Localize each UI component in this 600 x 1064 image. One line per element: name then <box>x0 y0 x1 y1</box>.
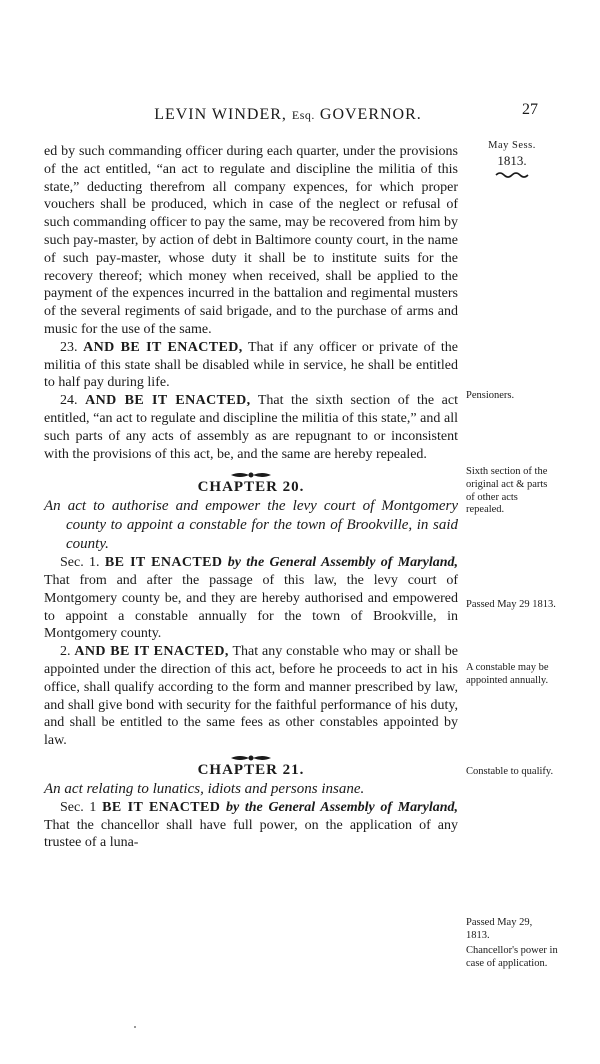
enacting-clause: AND BE IT ENACTED, <box>85 393 251 409</box>
ornament-icon <box>229 754 273 762</box>
chapter-21-act-title: An act relating to lunatics, idiots and persons insane. <box>44 780 365 797</box>
section-number: Sec. 1. <box>60 555 100 571</box>
section-body: That if any officer or private of the militia of this state shall be disabled while in service, he shall be entitled to half pay during life. <box>44 339 458 391</box>
ornament-icon <box>229 471 273 479</box>
enacting-authority: by the General Assembly of Maryland, <box>227 555 459 571</box>
section-number: Sec. 1 <box>60 799 97 815</box>
chapter-20-section-2 <box>44 643 458 750</box>
section-body: That the chancellor shall have full power, on the application of any trustee of a luna- <box>44 817 458 851</box>
enacting-clause: AND BE IT ENACTED, <box>83 339 243 355</box>
enacting-clause: BE IT ENACTED <box>102 799 221 815</box>
margin-note-session <box>466 140 558 179</box>
section-body: That any constable who may or shall be appointed under the direction of this act, before he proceeds to act in his office, shall qualify according to the form and manner prescribed by law, and shall give bond with security for the faithful performance of his duty, and shall be entitled to the same fees as other constables appointed by law. <box>44 644 459 749</box>
chapter-20-section-1 <box>44 554 458 643</box>
margin-note-year: 1813. <box>497 152 527 168</box>
margin-note-passed-ch20: Passed May 29 1813. <box>466 599 556 610</box>
flourish-icon <box>495 171 529 179</box>
page-number: 27 <box>522 101 538 118</box>
paper-speck <box>134 1026 136 1028</box>
margin-note-sixth-section: Sixth section of the original act & parts of other acts repealed. <box>466 466 548 516</box>
main-text-column <box>44 143 458 852</box>
margin-note-passed-ch21: Passed May 29, 1813. <box>466 917 533 941</box>
section-number: 23. <box>60 339 78 355</box>
enacting-clause: AND BE IT ENACTED, <box>74 644 229 660</box>
margin-note-constable-qualify: Constable to qualify. <box>466 766 554 777</box>
section-number: 2. <box>60 644 71 660</box>
section-body: That from and after the passage of this law, the levy court of Montgomery county be, and they are hereby authorised and empowered to appoint a constable annually for the town of Brookville, in Montgomery county. <box>44 572 458 642</box>
chapter-21-title: CHAPTER 21. <box>197 761 305 778</box>
chapter-20-title: CHAPTER 20. <box>197 479 305 496</box>
chapter-20-heading <box>44 471 458 497</box>
enacting-authority: by the General Assembly of Maryland, <box>225 799 459 815</box>
running-head-esq: Esq. <box>291 108 315 122</box>
section-body: That the sixth section of the act entitled, “an act to regulate and discipline the militia of this state,” and all such parts of any acts of assembly as are repugnant to or inconsistent with the provisions of this act, be, and the same are hereby repealed. <box>44 393 458 462</box>
running-head-governor: GOVERNOR. <box>319 106 422 123</box>
margin-note-chancellor: Chancellor's power in case of application. <box>466 945 558 969</box>
running-head <box>118 106 458 124</box>
section-23 <box>44 339 458 392</box>
margin-note-pensioners: Pensioners. <box>466 390 515 401</box>
margin-note-constable: A constable may be appointed annually. <box>466 662 549 686</box>
chapter-21-section-1 <box>44 799 458 852</box>
section-number: 24. <box>60 393 78 409</box>
chapter-21-heading <box>44 754 458 780</box>
section-24 <box>44 392 458 463</box>
margin-note-may-session: May Sess. <box>488 140 536 151</box>
chapter-20-act-title: An act to authorise and empower the levy court of Montgomery county to appoint a constable for the town of Brookville, in said county. <box>44 498 458 553</box>
paragraph-continuation: ed by such commanding officer during each quarter, under the provisions of the act entitled, “an act to regulate and discipline the militia of this state,” deducting therefrom all company expences, for which proper vouchers shall be produced, which in case of the neglect or refusal of such commanding officer to pay the same, may be recovered from him by such pay-master, by action of debt in Baltimore county court, in the name of such pay-master, whose duty it shall be to institute suits for the recovery thereof; which money when received, shall be applied to the payment of the expences incurred in the battalion and regimental musters of the several regiments of said brigade, and to the purchase of arms and music for the use of the same. <box>44 144 458 337</box>
running-head-name: LEVIN WINDER, <box>154 106 287 123</box>
enacting-clause: BE IT ENACTED <box>104 555 223 571</box>
